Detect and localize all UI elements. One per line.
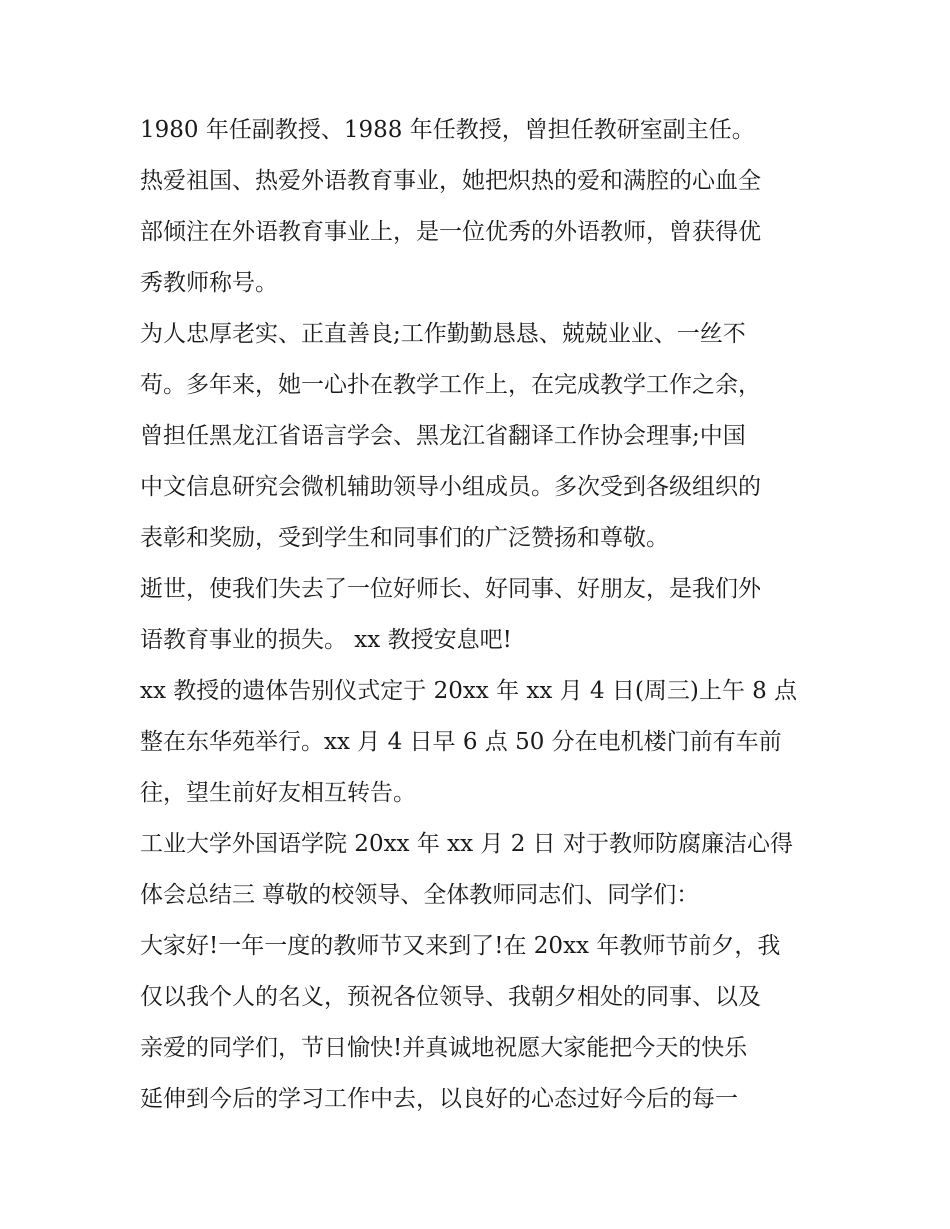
text-line: 热爱祖国、热爱外语教育事业，她把炽热的爱和满腔的心血全 — [140, 168, 761, 194]
text-line: 整在东华苑举行。xx 月 4 日早 6 点 50 分在电机楼门前有车前 — [140, 729, 782, 755]
text-line: 延伸到今后的学习工作中去，以良好的心态过好今后的每一 — [140, 1086, 738, 1112]
text-line: xx 教授的遗体告别仪式定于 20xx 年 xx 月 4 日(周三)上午 8 点 — [140, 678, 798, 704]
text-line: 逝世，使我们失去了一位好师长、好同事、好朋友，是我们外 — [140, 576, 761, 602]
text-line: 体会总结三 尊敬的校领导、全体教师同志们、同学们： — [140, 882, 700, 908]
text-line: 1980 年任副教授、1988 年任教授，曾担任教研室副主任。 — [140, 117, 755, 143]
text-line: 苟。多年来，她一心扑在教学工作上，在完成教学工作之余， — [140, 372, 761, 398]
text-line: 表彰和奖励，受到学生和同事们的广泛赞扬和尊敬。 — [140, 525, 669, 551]
text-line: 大家好!一年一度的教师节又来到了!在 20xx 年教师节前夕，我 — [140, 933, 781, 959]
document-body — [140, 105, 815, 1125]
text-line: 工业大学外国语学院 20xx 年 xx 月 2 日 对于教师防腐廉洁心得 — [140, 831, 793, 857]
text-line: 曾担任黑龙江省语言学会、黑龙江省翻译工作协会理事;中国 — [140, 423, 746, 449]
text-line: 语教育事业的损失。 xx 教授安息吧! — [140, 627, 512, 653]
text-line: 为人忠厚老实、正直善良;工作勤勤恳恳、兢兢业业、一丝不 — [140, 321, 746, 347]
text-line: 秀教师称号。 — [140, 270, 278, 296]
text-line: 仅以我个人的名义，预祝各位领导、我朝夕相处的同事、以及 — [140, 984, 761, 1010]
text-line: 往，望生前好友相互转告。 — [140, 780, 416, 806]
text-line: 部倾注在外语教育事业上，是一位优秀的外语教师，曾获得优 — [140, 219, 761, 245]
text-line: 亲爱的同学们，节日愉快!并真诚地祝愿大家能把今天的快乐 — [140, 1035, 748, 1061]
text-line: 中文信息研究会微机辅助领导小组成员。多次受到各级组织的 — [140, 474, 761, 500]
